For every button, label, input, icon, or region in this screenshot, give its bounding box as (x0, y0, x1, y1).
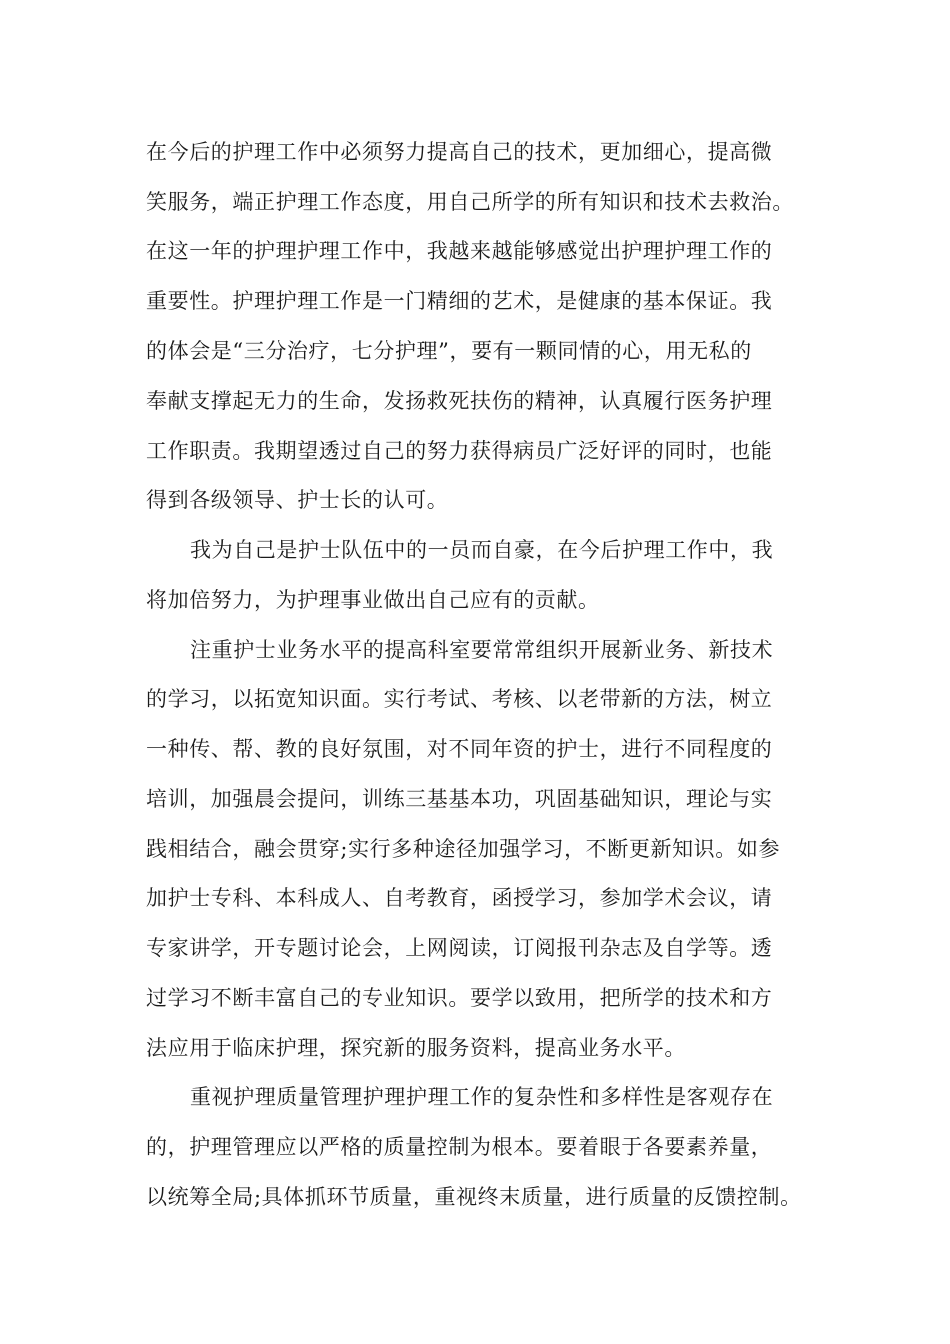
text-line: 加护士专科、本科成人、自考教育，函授学习，参加学术会议，请 (146, 886, 773, 910)
text-line: 的学习，以拓宽知识面。实行考试、考核、以老带新的方法，树立 (146, 687, 773, 711)
text-line: 法应用于临床护理，探究新的服务资料，提高业务水平。 (146, 1036, 686, 1060)
text-line: 在这一年的护理护理工作中，我越来越能够感觉出护理护理工作的 (146, 239, 773, 263)
paragraph-first-line: 重视护理质量管理护理护理工作的复杂性和多样性是客观存在 (190, 1085, 774, 1109)
text-line: 在今后的护理工作中必须努力提高自己的技术，更加细心，提高微 (146, 140, 773, 164)
text-line: 践相结合，融会贯穿;实行多种途径加强学习，不断更新知识。如参 (146, 837, 781, 861)
text-line: 工作职责。我期望透过自己的努力获得病员广泛好评的同时，也能 (146, 439, 773, 463)
text-line: 奉献支撑起无力的生命，发扬救死扶伤的精神，认真履行医务护理 (146, 389, 773, 413)
text-line: 笑服务，端正护理工作态度，用自己所学的所有知识和技术去救治。 (146, 190, 794, 214)
text-line: 重要性。护理护理工作是一门精细的艺术，是健康的基本保证。我 (146, 289, 773, 313)
paragraph-first-line: 我为自己是护士队伍中的一员而自豪，在今后护理工作中，我 (190, 538, 774, 562)
text-line: 的体会是“三分治疗，七分护理”，要有一颗同情的心，用无私的 (146, 339, 752, 363)
text-line: 以统筹全局;具体抓环节质量，重视终末质量，进行质量的反馈控制。 (146, 1185, 802, 1209)
text-line: 过学习不断丰富自己的专业知识。要学以致用，把所学的技术和方 (146, 986, 773, 1010)
text-line: 得到各级领导、护士长的认可。 (146, 488, 449, 512)
text-line: 专家讲学，开专题讨论会，上网阅读，订阅报刊杂志及自学等。透 (146, 936, 773, 960)
text-line: 将加倍努力，为护理事业做出自己应有的贡献。 (146, 588, 600, 612)
text-line: 的，护理管理应以严格的质量控制为根本。要着眼于各要素养量， (146, 1135, 773, 1159)
text-line: 一种传、帮、教的良好氛围，对不同年资的护士，进行不同程度的 (146, 737, 773, 761)
paragraph-first-line: 注重护士业务水平的提高科室要常常组织开展新业务、新技术 (190, 638, 774, 662)
text-line: 培训，加强晨会提问，训练三基基本功，巩固基础知识，理论与实 (146, 787, 773, 811)
